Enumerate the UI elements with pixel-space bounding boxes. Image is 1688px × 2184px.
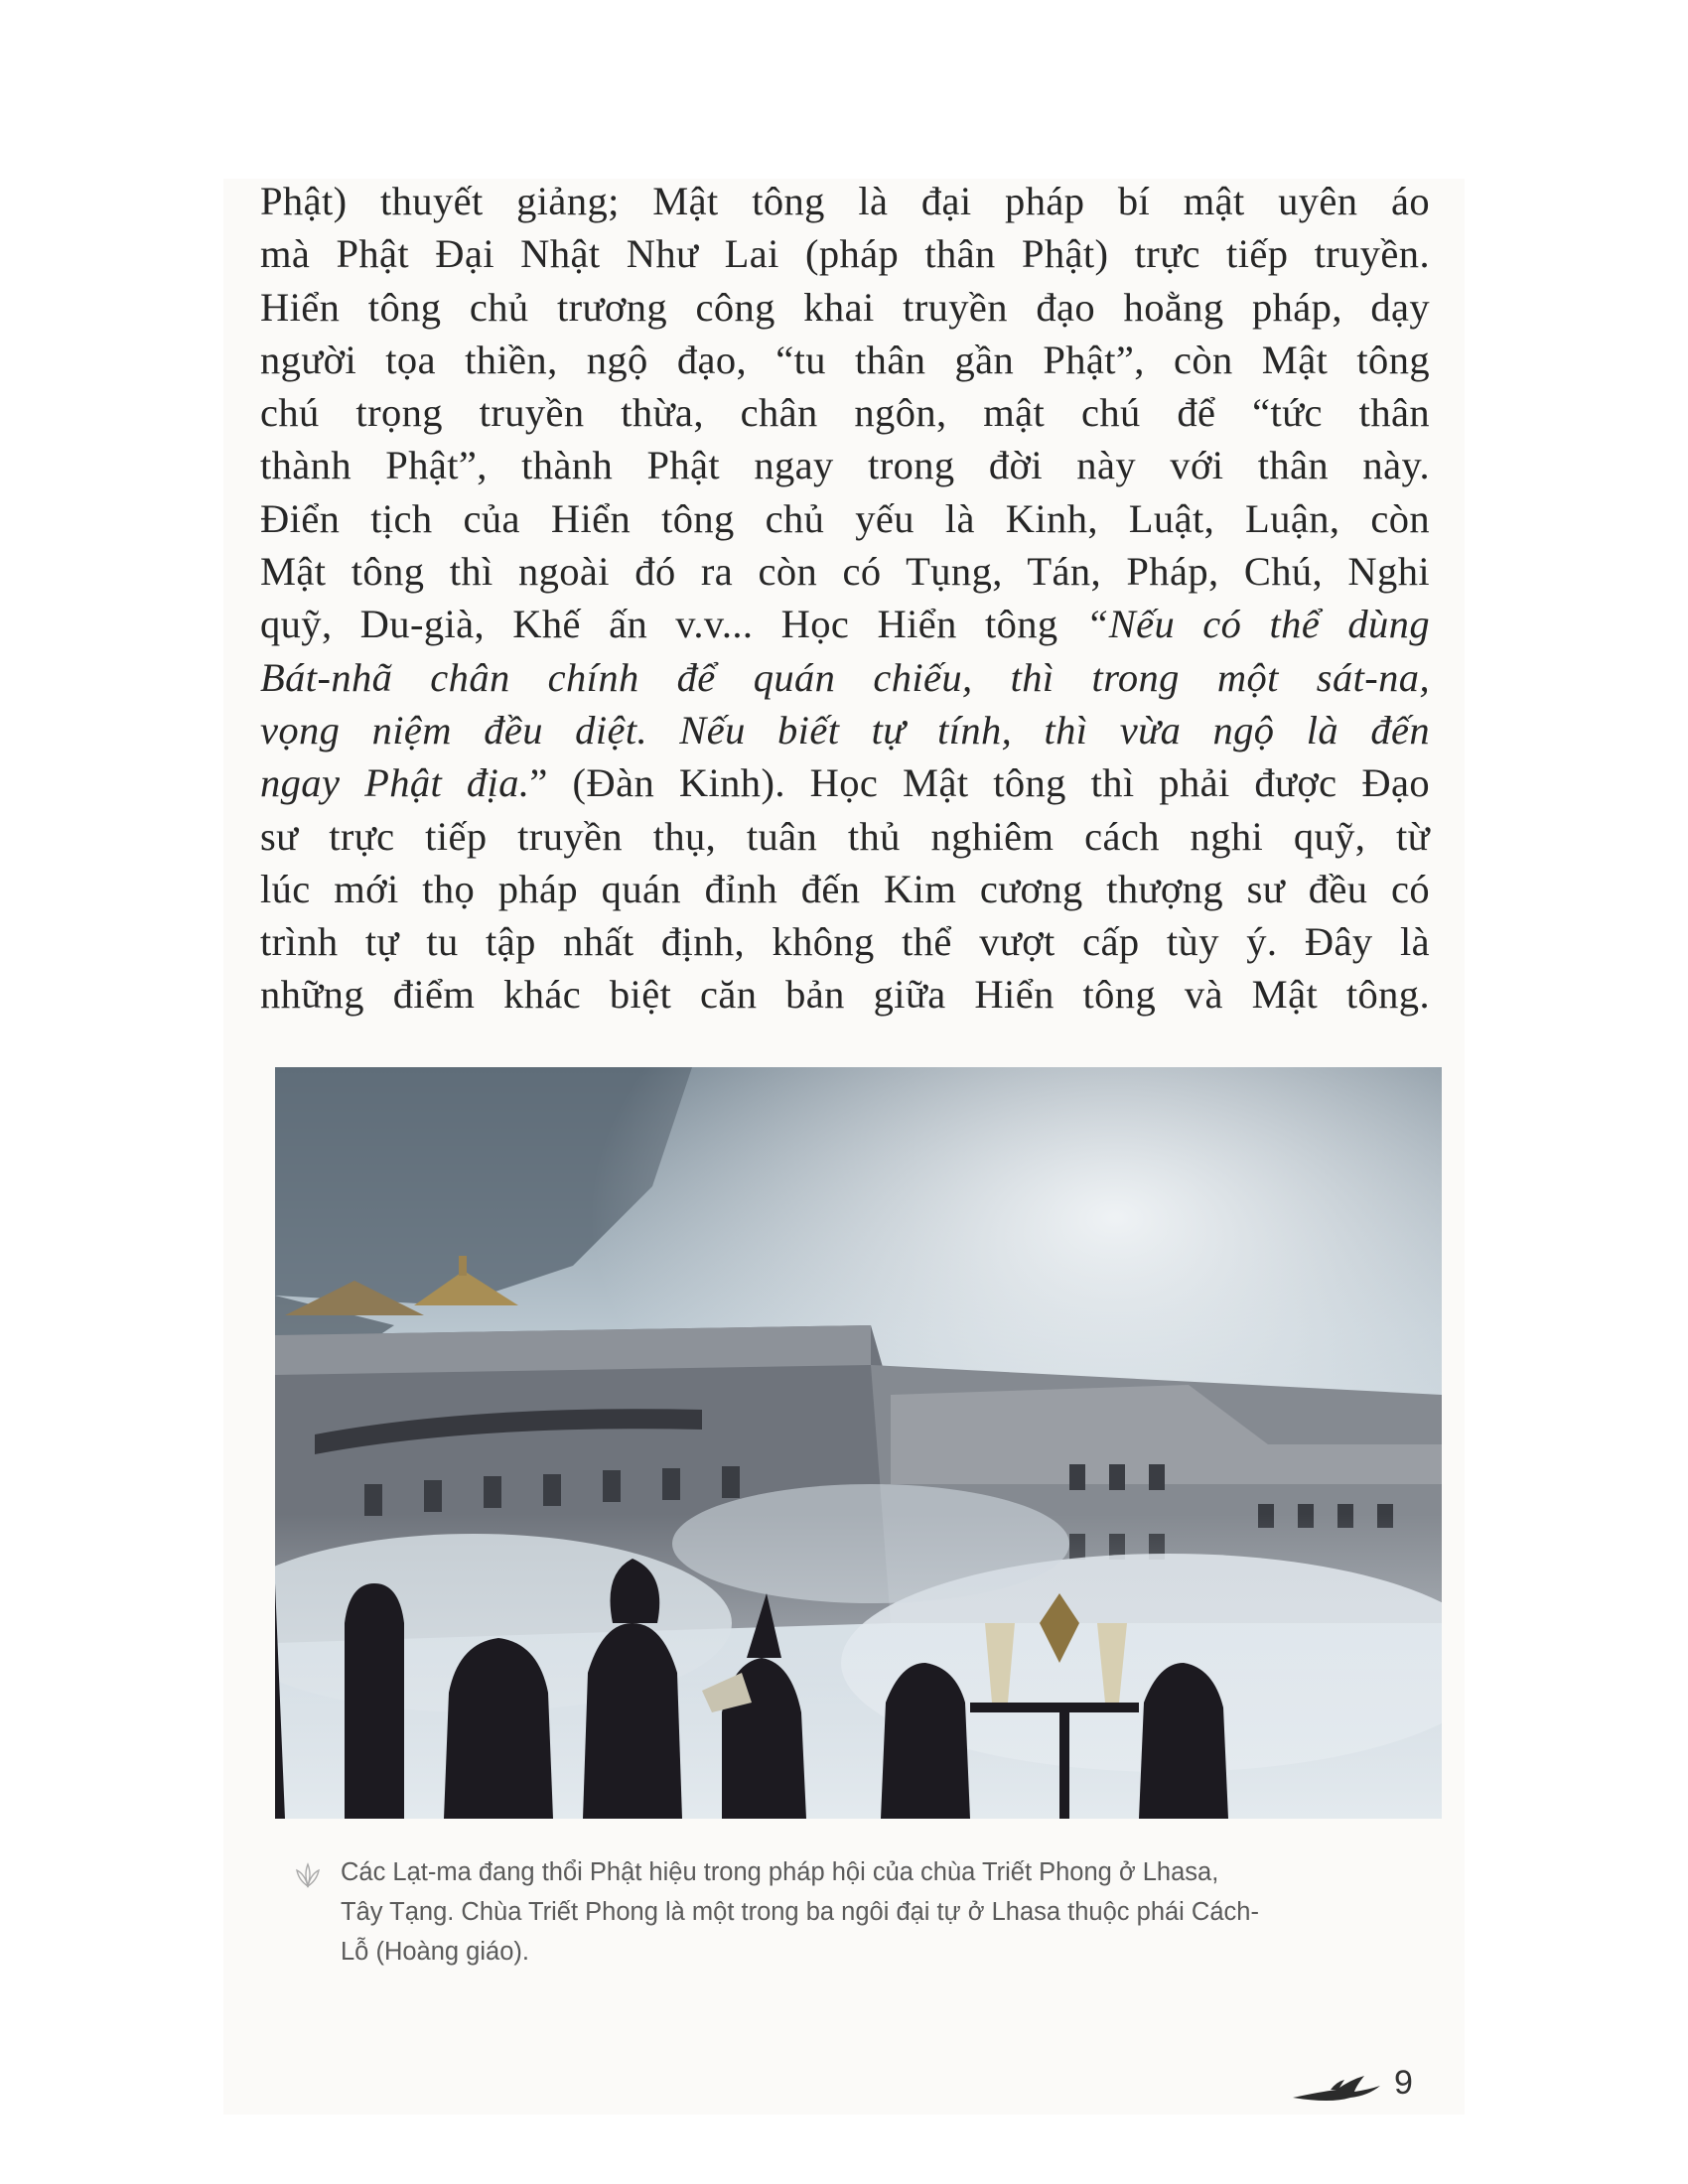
caption-line-3: Lỗ (Hoàng giáo). xyxy=(341,1938,529,1966)
body-run: Hiển tông chủ trương công khai truyền đạo hoằng pháp, dạy xyxy=(260,284,1430,330)
monk-silhouette-4 xyxy=(881,1663,970,1819)
body-run: lúc mới thọ pháp quán đỉnh đến Kim cương thượng sư đều có xyxy=(260,866,1430,911)
monk-silhouette-5 xyxy=(1139,1663,1228,1819)
body-run: những điểm khác biệt căn bản giữa Hiển tông và Mật tông. xyxy=(260,972,1430,1018)
body-run: trình tự tu tập nhất định, không thể vượt cấp tùy ý. Đây là xyxy=(260,919,1430,965)
body-run: Điển tịch của Hiển tông chủ yếu là Kinh, Luật, Luận, còn xyxy=(260,495,1430,541)
body-run: Phật) thuyết giảng; Mật tông là đại pháp bí mật uyên áo xyxy=(260,179,1430,223)
body-line xyxy=(260,598,1430,650)
body-run: người tọa thiền, ngộ đạo, “tu thân gần Phật”, còn Mật tông xyxy=(260,337,1430,382)
body-line xyxy=(260,281,1430,334)
body-run-italic: “Nếu có thể dùng xyxy=(1085,602,1430,647)
lotus-ornament-icon xyxy=(291,1858,325,1892)
body-line xyxy=(260,810,1430,863)
body-run-italic: Bát-nhã chân chính để quán chiếu, thì trong một sát-na, xyxy=(260,654,1430,700)
body-run-italic: ngay Phật địa. xyxy=(260,760,530,806)
monk-silhouette-1 xyxy=(444,1638,553,1819)
bird-ornament-icon xyxy=(1291,2068,1382,2108)
body-line xyxy=(260,334,1430,386)
body-line xyxy=(260,756,1430,809)
body-line xyxy=(260,968,1430,1021)
body-line xyxy=(260,386,1430,439)
body-line xyxy=(260,439,1430,491)
body-line xyxy=(260,545,1430,598)
body-run: sư trực tiếp truyền thụ, tuân thủ nghiêm cách nghi quỹ, từ xyxy=(260,813,1430,859)
body-run: thành Phật”, thành Phật ngay trong đời này với thân này. xyxy=(260,443,1430,488)
monks-photo-illustration xyxy=(275,1067,1442,1819)
body-run: mà Phật Đại Nhật Như Lai (pháp thân Phật) trực tiếp truyền. xyxy=(260,231,1430,277)
banner-pole xyxy=(345,1583,404,1819)
body-line xyxy=(260,915,1430,968)
body-line xyxy=(260,704,1430,756)
body-line xyxy=(260,651,1430,704)
body-line xyxy=(260,492,1430,545)
body-run-italic: vọng niệm đều diệt. Nếu biết tự tính, thì vừa ngộ là đến xyxy=(260,707,1430,752)
monk-silhouette-2 xyxy=(583,1623,682,1819)
body-text xyxy=(260,175,1430,1022)
body-run: Mật tông thì ngoài đó ra còn có Tụng, Tán, Pháp, Chú, Nghi xyxy=(260,549,1430,595)
body-line xyxy=(260,863,1430,915)
body-run: chú trọng truyền thừa, chân ngôn, mật chú để “tức thân xyxy=(260,390,1430,436)
page-number: 9 xyxy=(1394,2064,1413,2102)
body-line xyxy=(260,175,1430,227)
caption-line-2: Tây Tạng. Chùa Triết Phong là một trong ba ngôi đại tự ở Lhasa thuộc phái Cách- xyxy=(341,1898,1259,1926)
page-footer xyxy=(1291,2060,1440,2119)
horn-bar xyxy=(970,1703,1139,1712)
body-line xyxy=(260,227,1430,280)
caption-line-1: Các Lạt-ma đang thổi Phật hiệu trong pháp hội của chùa Triết Phong ở Lhasa, xyxy=(341,1858,1219,1886)
body-run: ” (Đàn Kinh). Học Mật tông thì phải được Đạo xyxy=(529,760,1430,806)
body-run: quỹ, Du-già, Khế ấn v.v... Học Hiển tông xyxy=(260,602,1086,647)
caption-text xyxy=(341,1852,1443,1972)
monks-photo xyxy=(275,1067,1442,1819)
